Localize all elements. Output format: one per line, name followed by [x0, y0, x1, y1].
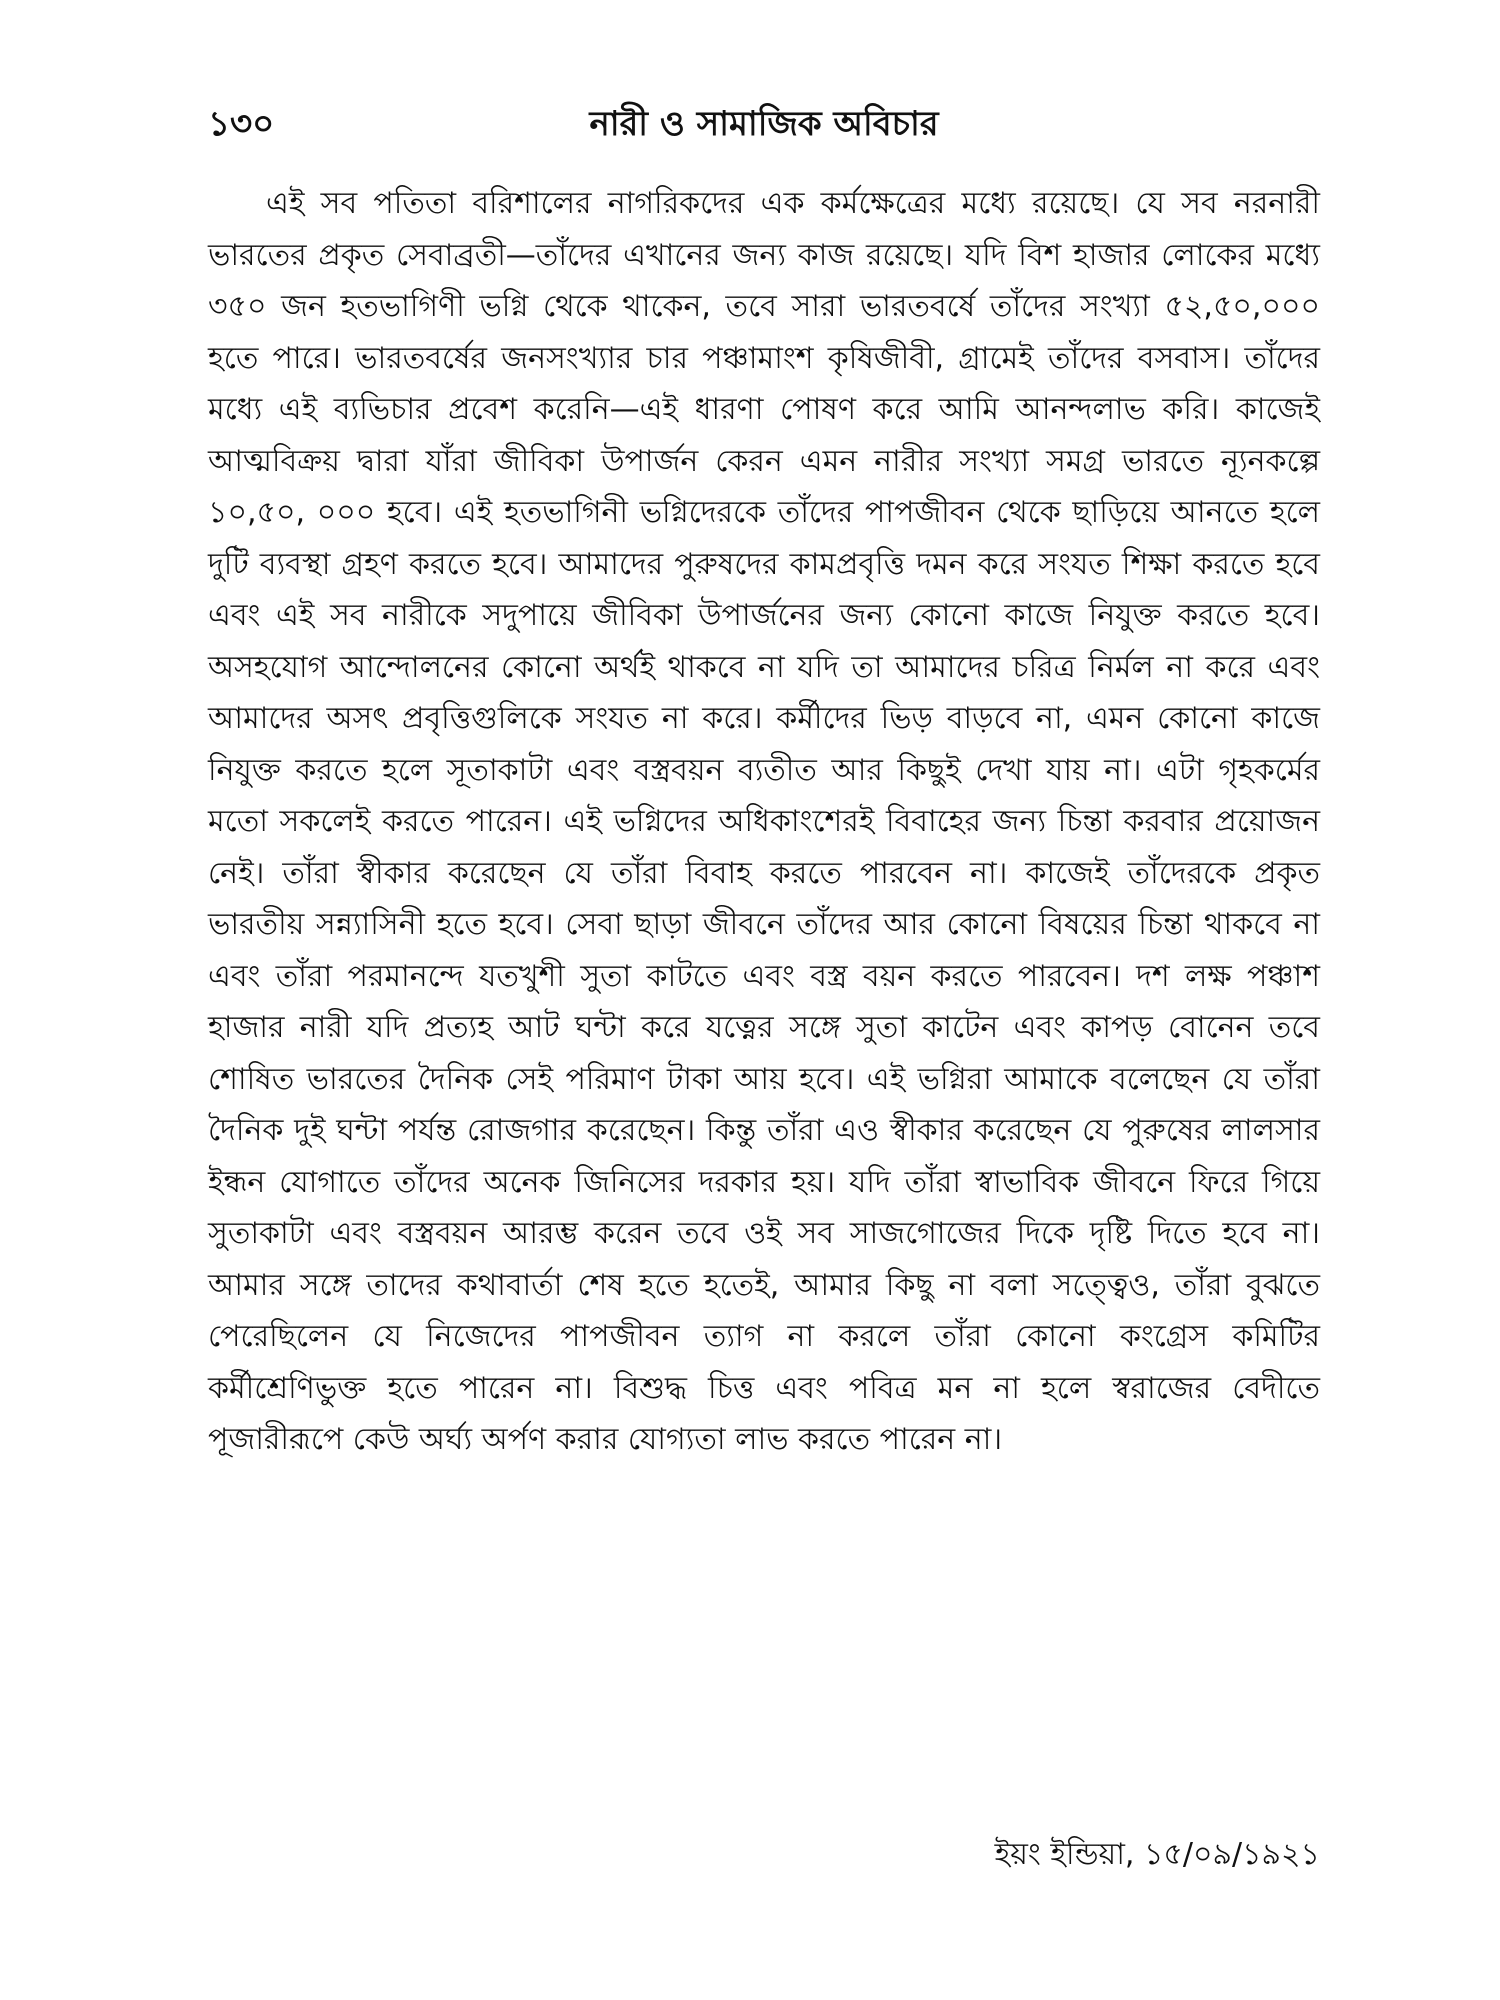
running-title: নারী ও সামাজিক অবিচার	[589, 104, 939, 144]
body-paragraph: এই সব পতিতা বরিশালের নাগরিকদের এক কর্মক্ষেত্রের মধ্যে রয়েছে। যে সব নরনারী ভারতের প্রকৃত সেবাব্রতী—তাঁদের এখানের জন্য কাজ রয়েছে। যদি বিশ হাজার লোকের মধ্যে ৩৫০ জন হতভাগিণী ভগ্নি থেকে থাকেন, তবে সারা ভারতবর্ষে তাঁদের সংখ্যা ৫২,৫০,০০০ হতে পারে। ভারতবর্ষের জনসংখ্যার চার পঞ্চামাংশ কৃষিজীবী, গ্রামেই তাঁদের বসবাস। তাঁদের মধ্যে এই ব্যভিচার প্রবেশ করেনি—এই ধারণা পোষণ করে আমি আনন্দলাভ করি। কাজেই আত্মবিক্রয় দ্বারা যাঁরা জীবিকা উপার্জন কেরন এমন নারীর সংখ্যা সমগ্র ভারতে ন্যূনকল্পে ১০,৫০, ০০০ হবে। এই হতভাগিনী ভগ্নিদেরকে তাঁদের পাপজীবন থেকে ছাড়িয়ে আনতে হলে দুটি ব্যবস্থা গ্রহণ করতে হবে। আমাদের পুরুষদের কামপ্রবৃত্তি দমন করে সংযত শিক্ষা করতে হবে এবং এই সব নারীকে সদুপায়ে জীবিকা উপার্জনের জন্য কোনো কাজে নিযুক্ত করতে হবে। অসহযোগ আন্দোলনের কোনো অর্থই থাকবে না যদি তা আমাদের চরিত্র নির্মল না করে এবং আমাদের অসৎ প্রবৃত্তিগুলিকে সংযত না করে। কর্মীদের ভিড় বাড়বে না, এমন কোনো কাজে নিযুক্ত করতে হলে সূতাকাটা এবং বস্ত্রবয়ন ব্যতীত আর কিছুই দেখা যায় না। এটা গৃহকর্মের মতো সকলেই করতে পারেন। এই ভগ্নিদের অধিকাংশেরই বিবাহের জন্য চিন্তা করবার প্রয়োজন নেই। তাঁরা স্বীকার করেছেন যে তাঁরা বিবাহ করতে পারবেন না। কাজেই তাঁদেরকে প্রকৃত ভারতীয় সন্ন্যাসিনী হতে হবে। সেবা ছাড়া জীবনে তাঁদের আর কোনো বিষয়ের চিন্তা থাকবে না এবং তাঁরা পরমানন্দে যতখুশী সুতা কাটতে এবং বস্ত্র বয়ন করতে পারবেন। দশ লক্ষ পঞ্চাশ হাজার নারী যদি প্রত্যহ আট ঘন্টা করে যত্নের সঙ্গে সুতা কাটেন এবং কাপড় বোনেন তবে শোষিত ভারতের দৈনিক সেই পরিমাণ টাকা আয় হবে। এই ভগ্নিরা আমাকে বলেছেন যে তাঁরা দৈনিক দুই ঘন্টা পর্যন্ত রোজগার করেছেন। কিন্তু তাঁরা এও স্বীকার করেছেন যে পুরুষের লালসার ইন্ধন যোগাতে তাঁদের অনেক জিনিসের দরকার হয়। যদি তাঁরা স্বাভাবিক জীবনে ফিরে গিয়ে সুতাকাটা এবং বস্ত্রবয়ন আরম্ভ করেন তবে ওই সব সাজগোজের দিকে দৃষ্টি দিতে হবে না। আমার সঙ্গে তাদের কথাবার্তা শেষ হতে হতেই, আমার কিছু না বলা সত্ত্বেও, তাঁরা বুঝতে পেরেছিলেন যে নিজেদের পাপজীবন ত্যাগ না করলে তাঁরা কোনো কংগ্রেস কমিটির কর্মীশ্রেণিভুক্ত হতে পারেন না। বিশুদ্ধ চিত্ত এবং পবিত্র মন না হলে স্বরাজের বেদীতে পূজারীরূপে কেউ অর্ঘ্য অর্পণ করার যোগ্যতা লাভ করতে পারেন না।	[208, 186, 1320, 1457]
source-citation: ইয়ং ইন্ডিয়া, ১৫/০৯/১৯২১	[994, 1837, 1320, 1872]
page-number: ১৩০	[208, 104, 275, 144]
running-header	[208, 96, 1320, 152]
